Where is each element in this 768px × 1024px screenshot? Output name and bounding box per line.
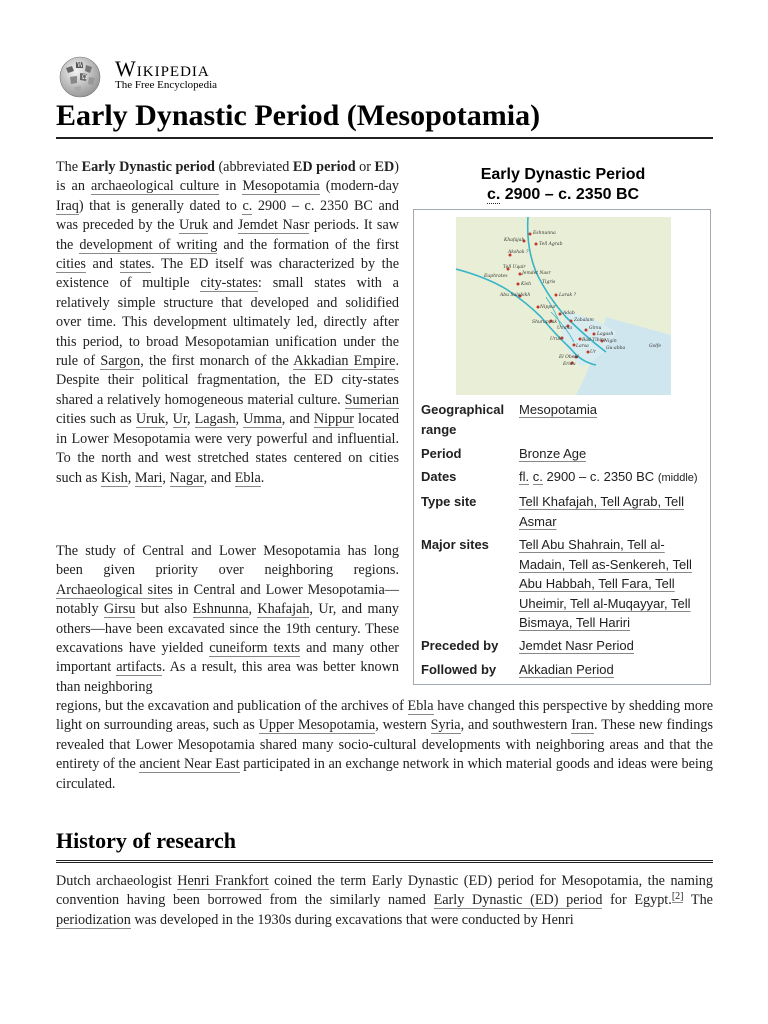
map-label-girsu: Girsu	[589, 326, 602, 331]
dates-range: 2900 – c. 2350 BC	[542, 469, 655, 484]
mesopotamia-map-image	[456, 217, 671, 395]
map-label-akshak: Akshak ?	[508, 250, 529, 255]
map-label-tigris: Tigris	[542, 280, 556, 285]
link-nagar[interactable]: Nagar	[169, 469, 204, 486]
map-city-larak	[555, 294, 558, 297]
link-jemdet-nasr[interactable]: Jemdet Nasr	[237, 217, 310, 234]
infobox-label: Preceded by	[421, 638, 499, 653]
link-circa[interactable]: c.	[242, 197, 253, 214]
link-syria[interactable]: Syria	[430, 717, 461, 734]
infobox-value	[519, 400, 705, 420]
map-label-eridu: Eridu	[563, 362, 576, 367]
link-uruk[interactable]: Uruk	[179, 217, 209, 234]
infobox-title-line1: Early Dynastic Period	[480, 166, 646, 183]
link-periodization[interactable]: periodization	[56, 911, 131, 928]
map-label-el-obeid: El Obeid	[559, 355, 579, 360]
map-label-larsa: Larsa	[576, 344, 589, 349]
map-city-eshnunna	[529, 233, 532, 236]
infobox-title	[413, 165, 713, 205]
link-kish[interactable]: Kish	[100, 469, 128, 486]
link-development-of-writing[interactable]: development of writing	[79, 236, 218, 253]
map-city-lagash	[593, 333, 596, 336]
map-label-nigin: Nigin	[604, 339, 617, 344]
map-label-euphrates: Euphrates	[484, 274, 508, 279]
map-label-uruk: Uruk	[550, 337, 562, 342]
link-henri-frankfort[interactable]: Henri Frankfort	[177, 873, 269, 889]
infobox-label: Followed by	[421, 662, 497, 677]
link-geo-mesopotamia[interactable]: Mesopotamia	[519, 402, 598, 417]
link-iran[interactable]: Iran	[571, 717, 595, 734]
section-heading-history-of-research: History of research	[56, 828, 713, 863]
link-ancient-near-east[interactable]: ancient Near East	[139, 756, 240, 773]
map-label-bad-tibira: Bad-Tibira	[582, 338, 606, 343]
infobox-row-period	[414, 444, 712, 464]
map-label-umma: Umma	[557, 326, 573, 331]
map-city-adab	[559, 313, 562, 316]
infobox-map[interactable]	[456, 217, 671, 395]
infobox-value	[519, 636, 705, 656]
link-akkadian-empire[interactable]: Akkadian Empire	[293, 353, 396, 370]
citation-2[interactable]: [2]	[671, 890, 684, 902]
link-cities[interactable]: cities	[56, 256, 86, 273]
link-artifacts[interactable]: artifacts	[116, 659, 162, 676]
infobox-row-dates	[414, 467, 712, 487]
link-jemdet-nasr-period[interactable]: Jemdet Nasr Period	[519, 638, 634, 653]
infobox-label: Geographical range	[421, 402, 505, 437]
map-label-zabalam: Zabalam	[574, 318, 594, 323]
infobox-label: Major sites	[421, 537, 489, 552]
lead-paragraph: The Early Dynastic period (abbreviated ED period or ED) is an archaeological culture in Mesopotamia (modern-day Iraq) that is generally dated to c. 2900 – c. 2350 BC and was preceded by the Uruk and Jemdet Nasr periods. It saw the development of writing and the formation of the first cities and states. The ED itself was characterized by the existence of multiple city-states: small states with a relatively simple structure that developed and solidified over time. This development ultimately led, directly after this period, to broad Mesopotamian unification under the rule of Sargon, the first monarch of the Akkadian Empire. Despite their political fragmentation, the ED city-states shared a relatively homogeneous material culture. Sumerian cities such as Uruk, Ur, Lagash, Umma, and Nippur located in Lower Mesopotamia were very powerful and influential. To the north and west stretched states centered on cities such as Kish, Mari, Nagar, and Ebla.	[56, 159, 400, 486]
link-upper-mesopotamia[interactable]: Upper Mesopotamia	[258, 717, 376, 734]
map-city-zabalam	[570, 320, 573, 323]
infobox-row-type-site	[414, 492, 712, 532]
map-label-lagash: Lagash	[597, 332, 614, 337]
link-nippur[interactable]: Nippur	[313, 411, 355, 428]
link-khafajah[interactable]: Khafajah	[257, 601, 310, 618]
study-paragraph-part-1: The study of Central and Lower Mesopotamia has long been given priority over neighboring regions. Archaeological sites in Central and Lower Mesopotamia—notably Girsu but also Eshnunna, Khafajah, Ur, and many others—have been excavated since the 19th century. These excavations have yielded cuneiform texts and many other important artifacts. As a result, this area was better known than neighboring	[56, 543, 400, 695]
link-iraq[interactable]: Iraq	[56, 197, 79, 214]
page-title: Early Dynastic Period (Mesopotamia)	[56, 97, 713, 139]
circa-abbr[interactable]: c.	[532, 469, 543, 484]
infobox-label: Dates	[421, 469, 457, 484]
link-mari[interactable]: Mari	[134, 469, 163, 486]
link-ebla-2[interactable]: Ebla	[407, 698, 434, 714]
infobox-row-major-sites	[414, 535, 712, 631]
link-ebla[interactable]: Ebla	[234, 469, 261, 486]
link-girsu[interactable]: Girsu	[103, 601, 136, 618]
map-label-gu-abba: Gu-abba	[606, 346, 626, 351]
svg-text:Ω: Ω	[82, 74, 87, 81]
link-states[interactable]: states	[119, 256, 152, 273]
link-uruk-2[interactable]: Uruk	[135, 411, 165, 428]
infobox-row-preceded-by	[414, 636, 712, 656]
map-label-shuruppak: Shuruppak	[532, 320, 558, 325]
wikipedia-tagline: The Free Encyclopedia	[115, 79, 218, 91]
link-cuneiform-texts[interactable]: cuneiform texts	[209, 640, 301, 657]
infobox-label: Type site	[421, 494, 477, 509]
map-label-larak: Larak ?	[559, 293, 577, 298]
link-sumerian[interactable]: Sumerian	[344, 391, 399, 408]
dates-note: (middle)	[657, 472, 698, 484]
infobox-title-line2	[413, 185, 713, 205]
infobox-value	[519, 660, 705, 680]
map-label-abu-salabikh: Abu Salabikh	[500, 293, 531, 298]
link-archaeological-sites[interactable]: Archaeological sites	[56, 581, 173, 598]
study-paragraph-part-2: regions, but the excavation and publication of the archives of Ebla have changed this perspective by shedding more light on surrounding areas, such as Upper Mesopotamia, western Syria, and southwestern Iran. These new findings revealed that Lower Mesopotamia shared many socio-cultural developments with neighboring areas and that the entirety of the ancient Near East participated in an exchange network in which material goods and ideas were being circulated.	[56, 698, 714, 792]
link-ur[interactable]: Ur	[172, 411, 187, 428]
svg-text:W: W	[77, 62, 84, 69]
map-city-girsu	[585, 329, 588, 332]
wikipedia-globe-icon[interactable]	[56, 54, 104, 98]
map-label-kish: Kish	[521, 282, 532, 287]
link-lagash[interactable]: Lagash	[194, 411, 236, 428]
link-archaeological-culture[interactable]: archaeological culture	[91, 178, 220, 195]
map-label-nippur: Nippur	[540, 305, 557, 310]
map-label-eshnunna: Eshnunna	[533, 231, 556, 236]
map-city-kish	[517, 283, 520, 286]
link-umma[interactable]: Umma	[243, 411, 282, 428]
link-eshnunna[interactable]: Eshnunna	[192, 601, 249, 618]
link-middle-chronology[interactable]: middle	[661, 472, 694, 484]
infobox-row-geographical-range	[414, 400, 712, 440]
history-paragraph: Dutch archaeologist Henri Frankfort coined the term Early Dynastic (ED) period for Mesopotamia, the naming convention having been borrowed from the similarly named Early Dynastic (ED) period for Egypt.[2] The periodization was developed in the 1930s during excavations that were conducted by Henri	[56, 873, 713, 928]
link-sargon[interactable]: Sargon	[100, 353, 141, 370]
map-label-adab: Adab	[563, 311, 575, 316]
infobox-date-range: 2900 – c. 2350 BC	[500, 186, 640, 203]
map-label-tell-uqair: Tell Uqair	[503, 265, 526, 270]
link-city-states[interactable]: city-states	[200, 275, 258, 292]
link-early-dynastic-period-egypt[interactable]: Early Dynastic (ED) period	[433, 892, 603, 909]
infobox-circa-abbr[interactable]: c.	[486, 186, 501, 203]
wikipedia-wordmark[interactable]: Wikipedia	[115, 56, 210, 81]
infobox-value[interactable]: Tell Abu Shahrain, Tell al-Madain, Tell as-Senkereh, Tell Abu Habbah, Tell Fara, Tell Uheimir, Tell al-Muqayyar, Tell Bismaya, Tell Hariri	[519, 537, 692, 630]
infobox-value	[519, 467, 705, 489]
link-akkadian-period[interactable]: Akkadian Period	[519, 662, 614, 677]
site-header	[56, 52, 356, 98]
infobox-label: Period	[421, 446, 462, 461]
map-label-golfe: Golfe	[649, 344, 662, 349]
infobox-value	[519, 444, 705, 464]
link-mesopotamia[interactable]: Mesopotamia	[242, 178, 320, 195]
infobox-value[interactable]: Tell Khafajah, Tell Agrab, Tell Asmar	[519, 494, 685, 529]
link-bronze-age[interactable]: Bronze Age	[519, 446, 587, 461]
floruit-abbr[interactable]: fl.	[519, 469, 530, 484]
infobox-row-followed-by	[414, 660, 712, 680]
map-label-ur: Ur	[590, 350, 596, 355]
map-city-tell-agrab	[535, 243, 538, 246]
infobox	[413, 209, 711, 685]
map-label-jemdet-nasr: Jemdet Nasr	[522, 271, 551, 276]
map-label-khafajah: Khafajah	[504, 238, 525, 243]
map-label-tell-agrab: Tell Agrab	[539, 242, 563, 247]
